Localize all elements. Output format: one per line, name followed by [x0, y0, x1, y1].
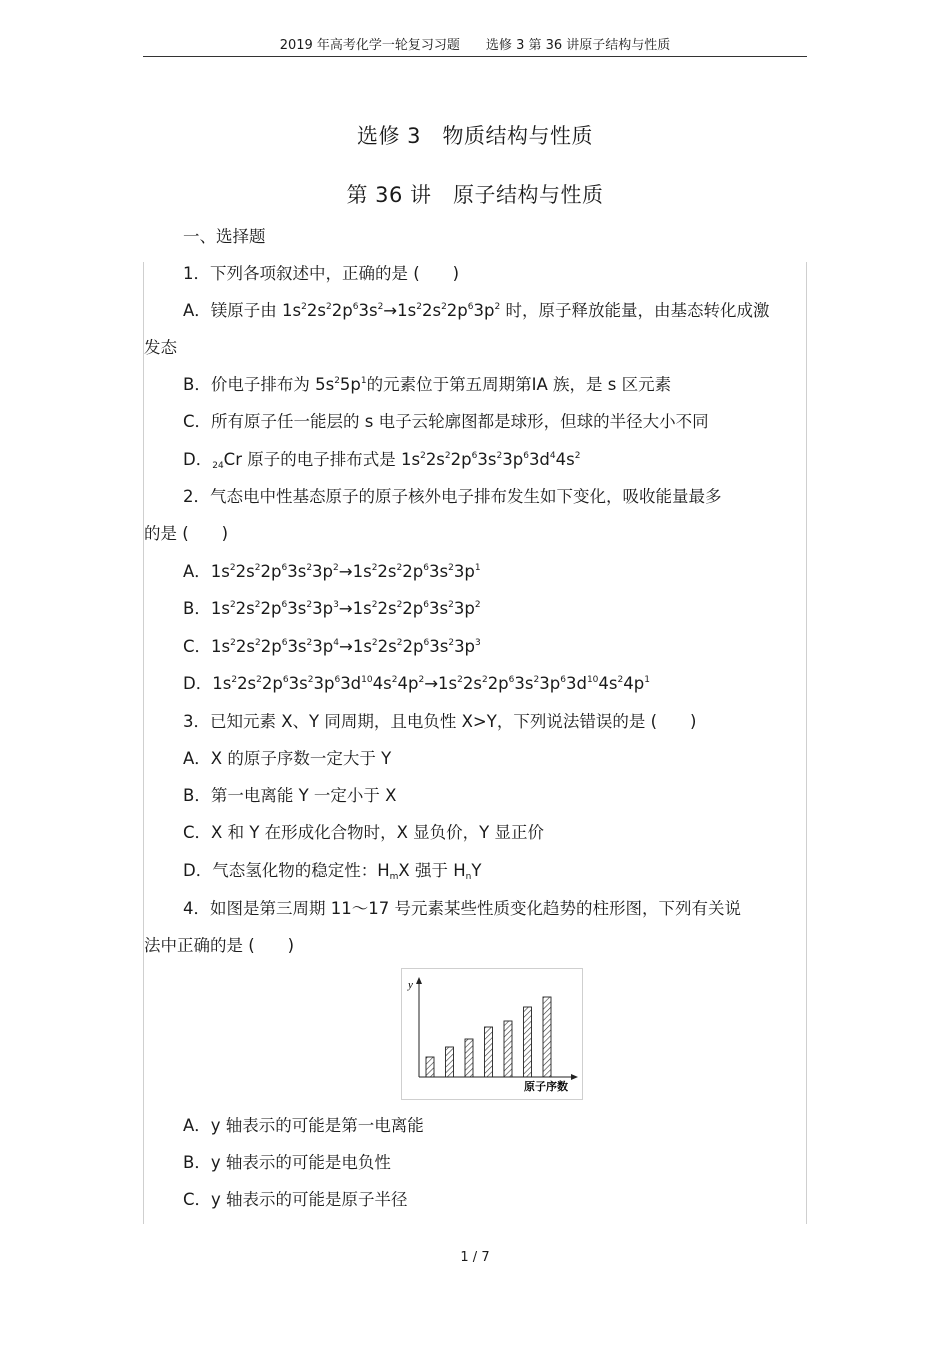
- q2-stem: 2．气态电中性基态原子的原子核外电子排布发生如下变化，吸收能量最多: [183, 487, 722, 506]
- q3-option-c: C．X 和 Y 在形成化合物时，X 显负价，Y 显正价: [183, 823, 545, 842]
- bar-6: [524, 1007, 532, 1077]
- q2-option-a: A．$1s^22s^22p^63s^23p^2\to 1s^22s^22p^63s^23p^1$: [183, 562, 481, 581]
- q4-option-a: A．y 轴表示的可能是第一电离能: [183, 1116, 424, 1135]
- x-axis-arrow: [571, 1074, 578, 1080]
- q4-option-c: C．y 轴表示的可能是原子半径: [183, 1190, 408, 1209]
- bar-2: [446, 1047, 454, 1077]
- section-heading: 一、选择题: [183, 227, 266, 246]
- bar-4: [485, 1027, 493, 1077]
- lesson-title: 第 36 讲 原子结构与性质: [346, 183, 604, 207]
- y-axis-arrow: [416, 977, 422, 984]
- q1-option-a-cont: 发态: [144, 338, 177, 357]
- x-axis-label: 原子序数: [524, 1080, 568, 1093]
- q2-stem-cont: 的是 ( ): [144, 524, 229, 543]
- bar-7: [543, 997, 551, 1077]
- q1-option-b: B．价电子排布为 $5s^25p^1$的元素位于第五周期第ⅠA 族，是 s 区元素: [183, 375, 672, 394]
- bar-5: [504, 1021, 512, 1077]
- bars-group: [426, 997, 551, 1077]
- bar-chart-svg: [402, 969, 582, 1099]
- q2-option-d: D．$1s^22s^22p^63s^23p^63d^{10}4s^24p^2\to 1s^22s^22p^63s^23p^63d^{10}4s^24p^1$: [183, 674, 650, 693]
- q1-option-d: D．$_{24}$Cr 原子的电子排布式是 $1s^22s^22p^63s^23p^63d^44s^2$: [183, 450, 581, 471]
- q3-option-a: A．X 的原子序数一定大于 Y: [183, 749, 392, 768]
- right-margin-line: [806, 262, 807, 1224]
- q3-option-b: B．第一电离能 Y 一定小于 X: [183, 786, 397, 805]
- y-axis-label: y: [408, 979, 413, 991]
- q2-option-b: B．$1s^22s^22p^63s^23p^3\to 1s^22s^22p^63s^23p^2$: [183, 599, 481, 618]
- chapter-title: 选修 3 物质结构与性质: [356, 124, 594, 148]
- page-number: 1 / 7: [460, 1250, 490, 1265]
- q3-stem: 3．已知元素 X、Y 同周期，且电负性 X>Y，下列说法错误的是 ( ): [183, 712, 697, 731]
- q4-option-b: B．y 轴表示的可能是电负性: [183, 1153, 391, 1172]
- bar-1: [426, 1057, 434, 1077]
- q4-stem: 4．如图是第三周期 11～17 号元素某些性质变化趋势的柱形图，下列有关说: [183, 899, 741, 918]
- left-margin-line: [143, 262, 144, 1224]
- q3-option-d: D．气态氢化物的稳定性：$H_mX$ 强于 $H_nY$: [183, 861, 482, 882]
- bar-3: [465, 1039, 473, 1077]
- q2-option-c: C．$1s^22s^22p^63s^23p^4\to 1s^22s^22p^63s^23p^3$: [183, 637, 481, 656]
- q1-stem: 1．下列各项叙述中，正确的是 ( ): [183, 264, 460, 283]
- q1-option-a: A．镁原子由 $1s^22s^22p^63s^2\to 1s^22s^22p^63p^2$ 时，原子释放能量，由基态转化成激: [183, 301, 770, 320]
- q4-stem-cont: 法中正确的是 ( ): [144, 936, 295, 955]
- bar-chart: [401, 968, 583, 1100]
- page-header: 2019 年高考化学一轮复习习题 选修 3 第 36 讲原子结构与性质: [143, 36, 807, 57]
- q1-option-c: C．所有原子任一能层的 s 电子云轮廓图都是球形，但球的半径大小不同: [183, 412, 709, 431]
